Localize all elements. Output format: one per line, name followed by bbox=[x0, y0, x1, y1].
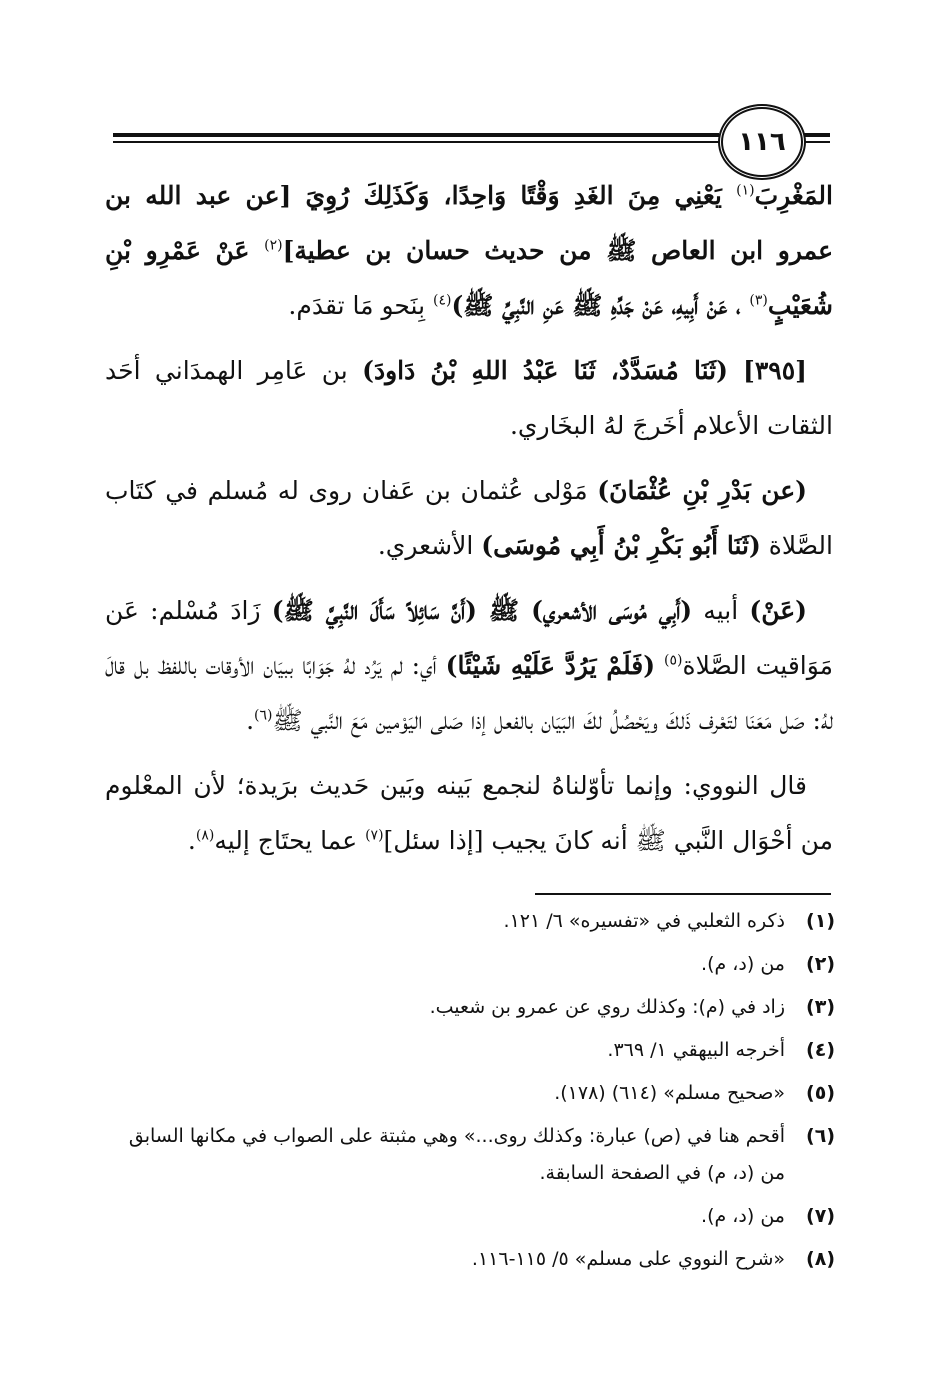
footnote-number: (٥) bbox=[806, 1082, 835, 1104]
footnotes bbox=[110, 903, 835, 1284]
footnote-number: (٢) bbox=[806, 953, 835, 975]
text-span: مَوْلى عُثمان بن عَفان روى له مُسلم في كتَاب الصَّلاة bbox=[105, 476, 833, 560]
text-span: زَادَ مُسْلم: عَن مَوَاقيت الصَّلاة bbox=[105, 596, 834, 680]
footnote-number: (٧) bbox=[806, 1205, 835, 1227]
text-span: . bbox=[187, 826, 196, 855]
footnote-text: من (د، م). bbox=[701, 953, 785, 975]
footnote-item bbox=[110, 946, 835, 983]
footnote-number: (١) bbox=[806, 910, 835, 932]
text-span: (عن بَدْرِ بْنِ عُثْمَانَ) bbox=[597, 476, 807, 505]
paragraph-1 bbox=[105, 168, 833, 333]
text-span: الأشعري. bbox=[377, 531, 482, 560]
text-span: (فَلَمْ يَرُدَّ عَلَيْهِ شَيْئًا) bbox=[445, 651, 656, 680]
text-span: [٣٩٥] (ثَنَا مُسَدَّدٌ، ثَنَا عَبْدُ اللهِ بْنُ دَاودَ) bbox=[362, 356, 807, 385]
footnote-ref: (٤) bbox=[432, 292, 452, 309]
paragraph-5 bbox=[105, 758, 833, 868]
footnote-text: زاد في (م): وكذلك روي عن عمرو بن شعيب. bbox=[429, 996, 785, 1018]
text-span: أبيه bbox=[692, 596, 750, 625]
footnote-number: (٦) bbox=[806, 1125, 835, 1147]
footnote-ref: (١) bbox=[736, 182, 755, 199]
footnote-number: (٨) bbox=[806, 1248, 835, 1270]
footnote-ref: (٣) bbox=[749, 292, 768, 309]
footnote-item bbox=[110, 989, 835, 1026]
text-span: قال النووي: وإنما تأوّلناهُ لنجمع بَينه وبَين حَديث برَيدة؛ لأن المعْلوم من أحْوَال النَّبي ﷺ أنه كانَ يجيب [إذا سئل] bbox=[105, 771, 833, 855]
text-span: عَنْ عَمْرِو بْنِ شُعَيْبٍ bbox=[105, 236, 833, 320]
footnote-ref: (٢) bbox=[264, 237, 283, 254]
main-text bbox=[105, 168, 833, 868]
text-span: بن عَامِر الهمدَاني أحَد الثقات الأعلام أخَرجَ لهُ البخَاري. bbox=[105, 356, 833, 440]
paragraph-2 bbox=[105, 343, 833, 453]
footnote-item bbox=[110, 903, 835, 940]
footnote-text: أقحم هنا في (ص) عبارة: وكذلك روى...» وهي مثبتة على الصواب في مكانها السابق من (د، م) في الصفحة السابقة. bbox=[128, 1125, 785, 1184]
text-span: (ثَنَا أَبُو بَكْرِ بْنُ أَبِي مُوسَى) bbox=[481, 531, 761, 560]
footnote-divider bbox=[535, 893, 831, 895]
footnote-item bbox=[110, 1241, 835, 1278]
footnote-ref: (٥) bbox=[664, 652, 683, 669]
text-span: المَغْرِبَ bbox=[754, 181, 833, 210]
footnote-ref: (٧) bbox=[365, 827, 384, 844]
footnote-text: «شرح النووي على مسلم» ٥/ ١١٥-١١٦. bbox=[471, 1248, 785, 1270]
footnote-text: «صحيح مسلم» (٦١٤) (١٧٨). bbox=[554, 1082, 785, 1104]
footnote-ref: (٨) bbox=[195, 827, 215, 844]
paragraph-4 bbox=[105, 583, 833, 748]
text-span: (عَنْ) bbox=[749, 596, 807, 625]
footnote-number: (٣) bbox=[806, 996, 835, 1018]
footnote-item bbox=[110, 1075, 835, 1112]
footnote-number: (٤) bbox=[806, 1039, 835, 1061]
footnote-text: ذكره الثعلبي في «تفسيره» ٦/ ١٢١. bbox=[503, 910, 785, 932]
text-span: . bbox=[246, 706, 255, 735]
text-span: ، عَنْ أَبِيهِ، عَنْ جَدِّهِ ﷺ عَنِ النَّبِيِّ ﷺ) bbox=[451, 291, 750, 320]
footnote-item bbox=[110, 1198, 835, 1235]
text-span bbox=[655, 651, 664, 680]
text-span: بِنَحو مَا تقدَم. bbox=[288, 291, 433, 320]
page-number: ١١٦ bbox=[738, 127, 786, 157]
paragraph-3 bbox=[105, 463, 833, 573]
text-span: (أَبِي مُوسَى الأشعري) ﷺ (أَنَّ سَائِلاً سَأَلَ النَّبِيَّ ﷺ) bbox=[271, 596, 693, 625]
footnote-item bbox=[110, 1032, 835, 1069]
footnote-text: أخرجه البيهقي ١/ ٣٦٩. bbox=[607, 1039, 785, 1061]
header-rule-thin bbox=[113, 141, 719, 143]
footnote-item bbox=[110, 1118, 835, 1192]
text-span: أي: لم يَرُد لهُ جَوَابًا ببيَان الأوقات باللفظ بل قالَ لهُ: صَل مَعَنَا لتَعْرف ذَلكَ ويَحْصُلُ لكَ البَيَان بالفعل إذا صَلى اليَوْمين مَعَ النَّبي ﷺ bbox=[105, 651, 833, 735]
text-span: عما يحتَاج إليه bbox=[214, 826, 366, 855]
text-span: يَعْنِي مِنَ الغَدِ وَقْتًا وَاحِدًا، وَكَذَلِكَ رُوِيَ [عن عبد الله بن عمرو ابن العاص ﷺ من حديث حسان بن عطية] bbox=[105, 181, 833, 265]
header-rule bbox=[113, 133, 719, 137]
footnote-ref: (٦) bbox=[254, 707, 273, 724]
footnote-text: من (د، م). bbox=[701, 1205, 785, 1227]
